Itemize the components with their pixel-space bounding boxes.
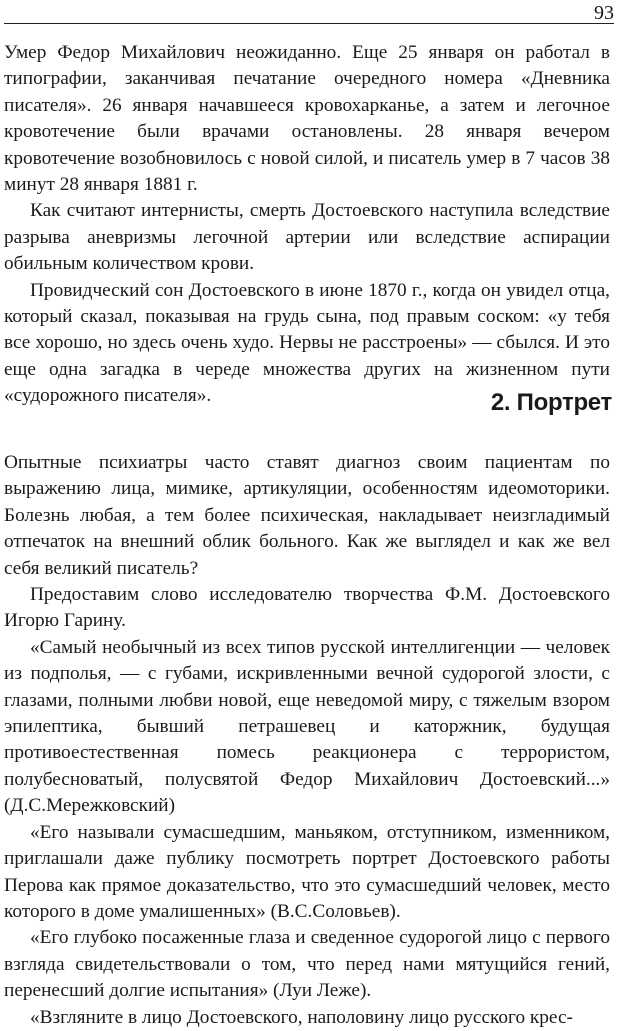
section-2-text <box>4 450 610 1031</box>
paragraph: «Самый необычный из всех типов русской интеллигенции — человек из подполья, — с губами, искривленными вечной судорогой злости, с глазами, полными любви новой, еще неведомой миру, с тяжелым взором эпилептика, бывший петрашевец и каторжник, будущая противоестественная помесь реакционера с террористом, полубесноватый, полусвятой Федор Михайлович Достоевский...» (Д.С.Мережковский) <box>4 636 610 817</box>
page-number: 93 <box>594 2 614 24</box>
paragraph: «Его глубоко посаженные глаза и сведенное судорогой лицо с первого взгляда свидетельствовали о том, что перед нами мятущийся гений, перенесший долгие испытания» (Луи Леже). <box>4 927 610 1002</box>
paragraph: Предоставим слово исследователю творчества Ф.М. Достоевского Игорю Гарину. <box>4 584 610 632</box>
section-1-text <box>4 40 610 410</box>
paragraph: Опытные психиатры часто ставят диагноз своим пациентам по выражению лица, мимике, артикуляции, особенностям идеомоторики. Болезнь любая, а тем более психическая, накладывает неизгладимый отпечаток на внешний облик больного. Как же выглядел и как же вел себя великий писатель? <box>4 452 610 579</box>
paragraph: Провидческий сон Достоевского в июне 1870 г., когда он увидел отца, который сказал, показывая на грудь сына, под правым соском: «у тебя все хорошо, но здесь очень худо. Нервы не расстроены» — сбылся. И это еще одна загадка в череде множества других на жизненном пути «судорожного писателя». <box>4 279 610 407</box>
paragraph: Умер Федор Михайлович неожиданно. Еще 25 января он работал в типографии, заканчивая печатание очередного номера «Дневника писателя». 26 января начавшееся кровохарканье, а затем и легочное кровотечение были врачами остановлены. 28 января вечером кровотечение возобновилось с новой силой, и писатель умер в 7 часов 38 минут 28 января 1881 г. <box>4 42 610 196</box>
paragraph: «Его называли сумасшедшим, маньяком, отступником, изменником, приглашали даже публику посмотреть портрет Достоевского работы Перова как прямое доказательство, что это сумасшедший человек, место которого в доме умалишенных» (В.С.Соловьев). <box>4 821 610 922</box>
section-heading: 2. Портрет <box>490 389 612 416</box>
paragraph: «Взгляните в лицо Достоевского, наполовину лицо русского крес- <box>30 1006 573 1028</box>
header-rule <box>4 23 614 24</box>
paragraph: Как считают интернисты, смерть Достоевского наступила вследствие разрыва аневризмы легочной артерии или вследствие аспирации обильным количеством крови. <box>4 200 610 275</box>
